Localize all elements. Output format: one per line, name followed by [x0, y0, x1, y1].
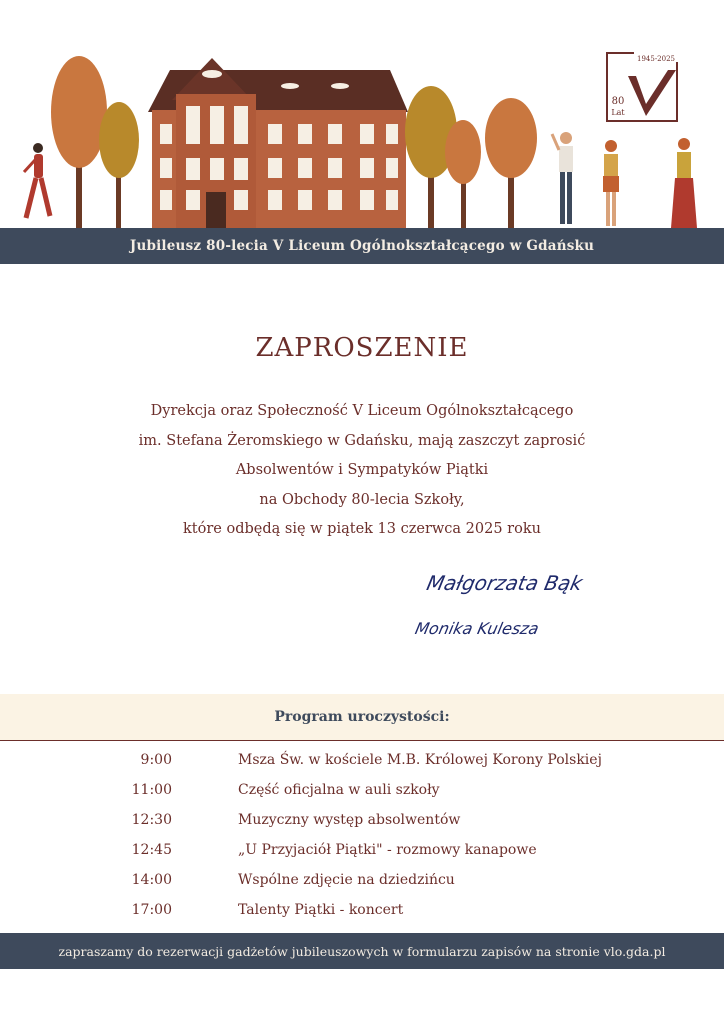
- program-header: [0, 694, 724, 741]
- footer-text: zapraszamy do rezerwacji gadżetów jubileuszowych w formularzu zapisów na stronie vlo.gda.pl: [58, 943, 666, 959]
- tree-left-1: [51, 56, 107, 228]
- schedule-time: 14:00: [131, 872, 172, 888]
- schedule-row: [0, 776, 724, 806]
- tree-right-2: [445, 120, 481, 228]
- invitation-line: Dyrekcja oraz Społeczność V Liceum Ogólnokształcącego: [150, 403, 574, 419]
- logo-years: 1945-2025: [637, 55, 675, 63]
- logo-number: 80: [611, 96, 625, 107]
- schedule-event: Muzyczny występ absolwentów: [238, 812, 461, 828]
- tree-left-2: [99, 102, 139, 228]
- jubilee-logo: [606, 52, 678, 132]
- schedule-row: [0, 746, 724, 776]
- school-building: [148, 58, 408, 228]
- schedule-row: [0, 836, 724, 866]
- logo-word: Lat: [611, 108, 625, 117]
- runner-figure: [24, 143, 50, 218]
- invitation-line: na Obchody 80-lecia Szkoły,: [259, 491, 465, 508]
- program-schedule: [0, 746, 724, 926]
- schedule-time: 9:00: [140, 752, 172, 768]
- invitation-line: im. Stefana Żeromskiego w Gdańsku, mają zaszczyt zaprosić: [138, 432, 586, 449]
- schedule-event: Msza Św. w kościele M.B. Królowej Korony Polskiej: [238, 752, 602, 768]
- invitation-line: Absolwentów i Sympatyków Piątki: [235, 462, 489, 478]
- schedule-time: 12:30: [131, 812, 172, 828]
- banner-text: Jubileusz 80-lecia V Liceum Ogólnokształcącego w Gdańsku: [129, 238, 595, 254]
- signatures: [410, 560, 610, 650]
- schedule-row: [0, 806, 724, 836]
- invitation-body: [0, 397, 724, 545]
- invitation-title: ZAPROSZENIE: [255, 333, 469, 363]
- header-banner: [0, 228, 724, 264]
- invitation-line: które odbędą się w piątek 13 czerwca 2025 roku: [183, 521, 541, 537]
- person-waving: [552, 132, 573, 224]
- checkmark-icon: [628, 70, 676, 116]
- signature-1: Małgorzata Bąk: [424, 571, 585, 595]
- schedule-row: [0, 866, 724, 896]
- schedule-time: 11:00: [131, 782, 172, 798]
- footer-banner: [0, 933, 724, 969]
- schedule-event: Wspólne zdjęcie na dziedzińcu: [238, 872, 455, 888]
- schedule-time: 12:45: [131, 842, 172, 858]
- program-heading: Program uroczystości:: [274, 709, 450, 725]
- signature-2: Monika Kulesza: [413, 619, 541, 638]
- schedule-row: [0, 896, 724, 926]
- person-woman-orange: [603, 140, 619, 226]
- schedule-event: „U Przyjaciół Piątki" - rozmowy kanapowe: [238, 842, 537, 858]
- person-woman-red: [671, 138, 697, 228]
- schedule-time: 17:00: [131, 902, 172, 918]
- tree-right-3: [485, 98, 537, 228]
- schedule-event: Część oficjalna w auli szkoły: [238, 782, 440, 798]
- schedule-event: Talenty Piątki - koncert: [238, 902, 404, 918]
